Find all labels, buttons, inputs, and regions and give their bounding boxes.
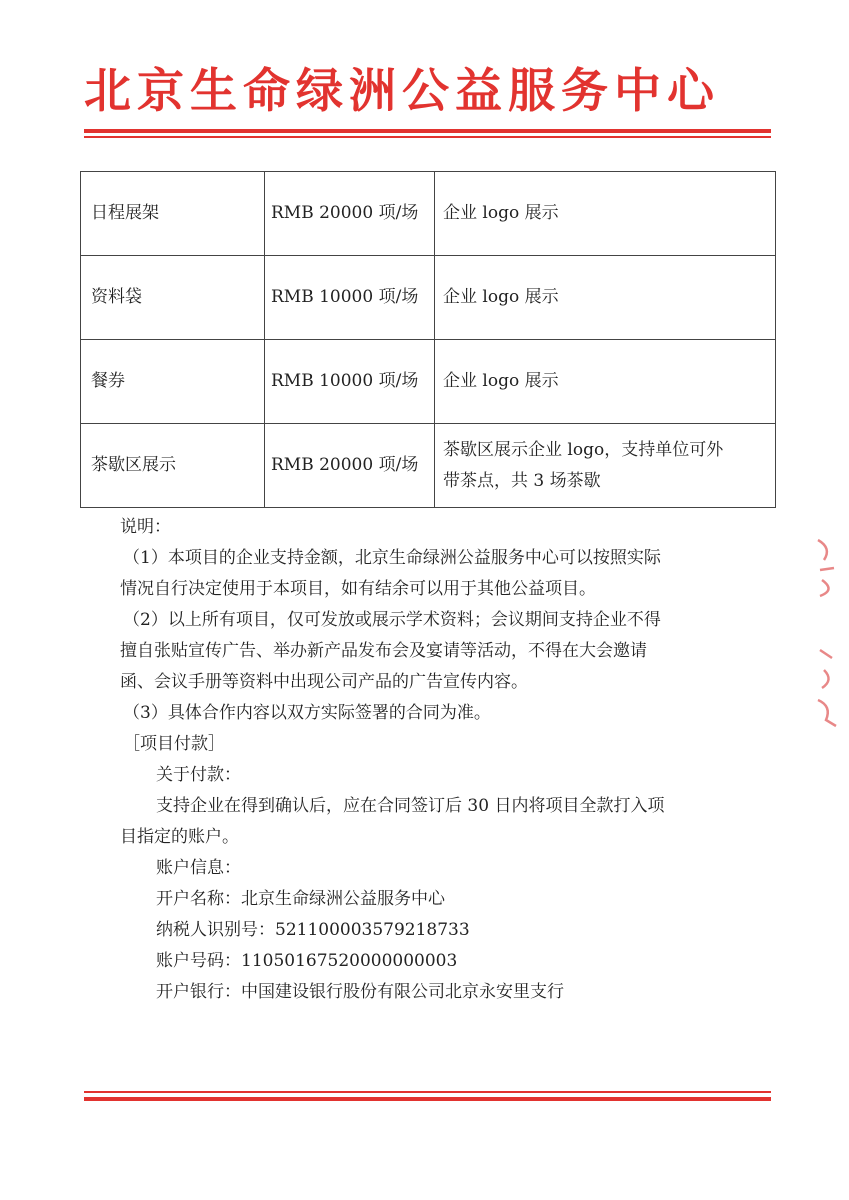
benefit-line: 茶歇区展示企业 logo，支持单位可外 bbox=[443, 439, 724, 460]
item-benefit-cell: 企业 logo 展示 bbox=[435, 340, 776, 424]
notes-heading: 说明： bbox=[120, 517, 171, 537]
note-1-line: （1）本项目的企业支持金额，北京生命绿洲公益服务中心可以按照实际 bbox=[123, 548, 661, 568]
payment-heading: ［项目付款］ bbox=[123, 734, 225, 754]
item-name-cell: 茶歇区展示 bbox=[81, 424, 265, 508]
table-row bbox=[81, 340, 776, 424]
header-rule-thin bbox=[84, 136, 771, 138]
item-name-cell: 日程展架 bbox=[81, 172, 265, 256]
table-row bbox=[81, 424, 776, 508]
note-1-line: 情况自行决定使用于本项目，如有结余可以用于其他公益项目。 bbox=[120, 579, 596, 599]
sponsorship-items-table bbox=[80, 171, 776, 508]
account-number: 账户号码：11050167520000000003 bbox=[156, 951, 458, 971]
item-benefit-cell bbox=[435, 424, 776, 508]
note-2-line: （2）以上所有项目，仅可发放或展示学术资料；会议期间支持企业不得 bbox=[123, 610, 661, 630]
item-price-cell: RMB 20000 项/场 bbox=[265, 172, 435, 256]
document-body bbox=[120, 512, 780, 1008]
table-row bbox=[81, 172, 776, 256]
item-benefit-cell: 企业 logo 展示 bbox=[435, 172, 776, 256]
note-3-line: （3）具体合作内容以双方实际签署的合同为准。 bbox=[123, 703, 491, 723]
note-2-line: 擅自张贴宣传广告、举办新产品发布会及宴请等活动，不得在大会邀请 bbox=[120, 641, 647, 661]
account-name: 开户名称：北京生命绿洲公益服务中心 bbox=[156, 889, 445, 909]
seal-stamp-edge bbox=[814, 530, 844, 740]
table-row bbox=[81, 256, 776, 340]
payment-about: 关于付款： bbox=[156, 765, 241, 785]
footer-rule-thick bbox=[84, 1097, 771, 1101]
bank-name: 开户银行：中国建设银行股份有限公司北京永安里支行 bbox=[156, 982, 564, 1002]
header-rule-thick bbox=[84, 129, 771, 133]
footer-rule-thin bbox=[84, 1091, 771, 1093]
item-price-cell: RMB 10000 项/场 bbox=[265, 340, 435, 424]
item-name-cell: 资料袋 bbox=[81, 256, 265, 340]
item-price-cell: RMB 10000 项/场 bbox=[265, 256, 435, 340]
seal-stamp-icon bbox=[814, 530, 842, 740]
payment-desc-line: 目指定的账户。 bbox=[120, 827, 239, 847]
letterhead-title: 北京生命绿洲公益服务中心 bbox=[84, 64, 720, 119]
item-name-cell: 餐券 bbox=[81, 340, 265, 424]
item-price-cell: RMB 20000 项/场 bbox=[265, 424, 435, 508]
payment-desc-line: 支持企业在得到确认后，应在合同签订后 30 日内将项目全款打入项 bbox=[156, 796, 665, 816]
account-heading: 账户信息： bbox=[156, 858, 241, 878]
tax-id: 纳税人识别号：521100003579218733 bbox=[156, 920, 470, 940]
note-2-line: 函、会议手册等资料中出现公司产品的广告宣传内容。 bbox=[120, 672, 528, 692]
benefit-line: 带茶点，共 3 场茶歇 bbox=[443, 470, 601, 491]
item-benefit-cell: 企业 logo 展示 bbox=[435, 256, 776, 340]
